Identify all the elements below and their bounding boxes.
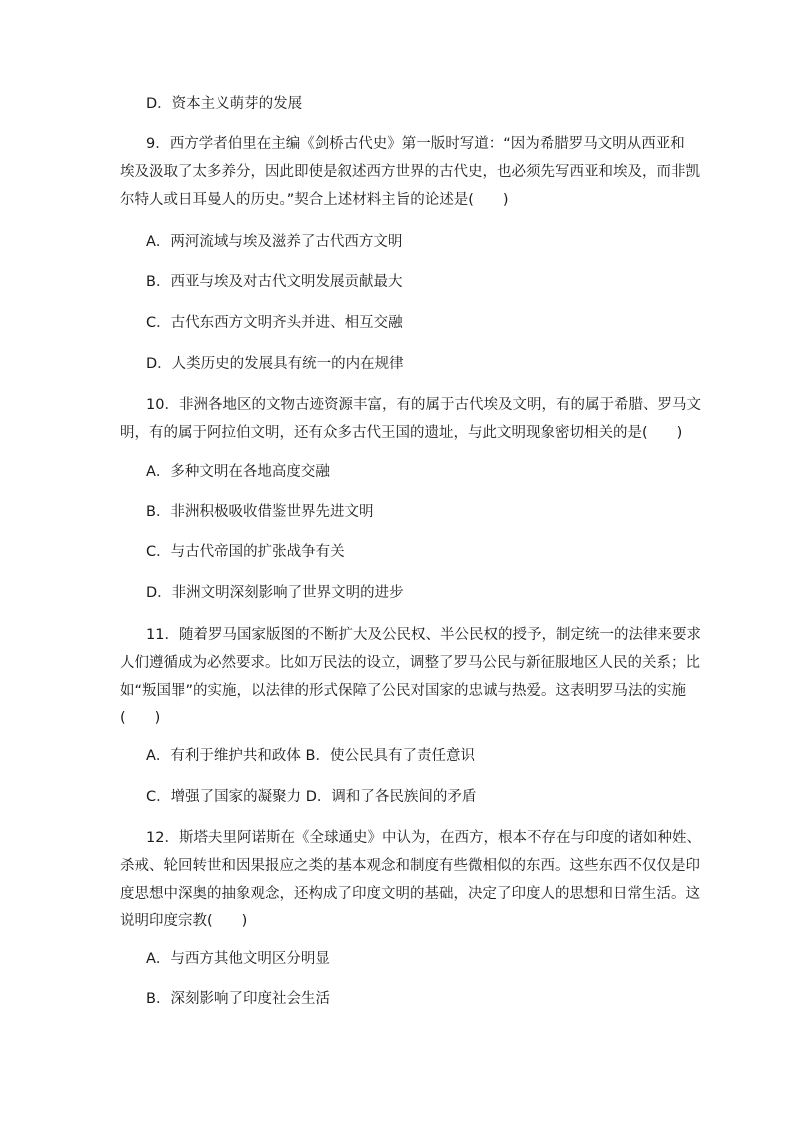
q11-options-cd: C．增强了国家的凝聚力 D．调和了各民族间的矛盾 bbox=[146, 789, 477, 805]
q12-stem-line-2: 杀戒、轮回转世和因果报应之类的基本观念和制度有些微相似的东西。这些东西不仅仅是印 bbox=[120, 858, 700, 874]
q10-stem-line-2: 明，有的属于阿拉伯文明，还有众多古代王国的遗址，与此文明现象密切相关的是( ) bbox=[120, 425, 683, 441]
q9-option-a: A．两河流域与埃及滋养了古代西方文明 bbox=[146, 234, 403, 250]
q11-options-ab: A．有利于维护共和政体 B．使公民具有了责任意识 bbox=[146, 748, 475, 764]
q11-stem-line-2: 人们遵循成为必然要求。比如万民法的设立，调整了罗马公民与新征服地区人民的关系；比 bbox=[120, 655, 700, 671]
q12-stem-line-1: 12．斯塔夫里阿诺斯在《全球通史》中认为，在西方，根本不存在与印度的诸如种姓、 bbox=[146, 830, 701, 846]
q10-option-b: B．非洲积极吸收借鉴世界先进文明 bbox=[146, 504, 374, 520]
q10-option-c: C．与古代帝国的扩张战争有关 bbox=[146, 544, 345, 560]
q10-option-d: D．非洲文明深刻影响了世界文明的进步 bbox=[146, 585, 404, 601]
q10-stem-line-1: 10．非洲各地区的文物古迹资源丰富，有的属于古代埃及文明，有的属于希腊、罗马文 bbox=[146, 397, 701, 413]
q9-stem-line-2: 埃及汲取了太多养分，因此即使是叙述西方世界的古代史，也必须先写西亚和埃及，而非凯 bbox=[120, 164, 700, 180]
q9-stem-line-3: 尔特人或日耳曼人的历史。”契合上述材料主旨的论述是( ) bbox=[120, 192, 509, 208]
q9-option-c: C．古代东西方文明齐头并进、相互交融 bbox=[146, 315, 403, 331]
q10-option-a: A．多种文明在各地高度交融 bbox=[146, 464, 330, 480]
q8-option-d: D．资本主义萌芽的发展 bbox=[146, 96, 303, 112]
q12-stem-line-4: 说明印度宗教( ) bbox=[120, 913, 248, 929]
q11-stem-line-1: 11．随着罗马国家版图的不断扩大及公民权、半公民权的授予，制定统一的法律来要求 bbox=[146, 627, 701, 643]
q12-option-a: A．与西方其他文明区分明显 bbox=[146, 951, 330, 967]
q12-option-b: B．深刻影响了印度社会生活 bbox=[146, 991, 330, 1007]
q12-stem-line-3: 度思想中深奥的抽象观念，还构成了印度文明的基础，决定了印度人的思想和日常生活。这 bbox=[120, 886, 700, 902]
q9-option-b: B．西亚与埃及对古代文明发展贡献最大 bbox=[146, 274, 403, 290]
q11-stem-line-4: ( ) bbox=[120, 710, 161, 726]
q9-stem-line-1: 9．西方学者伯里在主编《剑桥古代史》第一版时写道：“因为希腊罗马文明从西亚和 bbox=[146, 136, 685, 152]
q9-option-d: D．人类历史的发展具有统一的内在规律 bbox=[146, 356, 404, 372]
q11-stem-line-3: 如“叛国罪”的实施，以法律的形式保障了公民对国家的忠诚与热爱。这表明罗马法的实施 bbox=[120, 683, 687, 699]
